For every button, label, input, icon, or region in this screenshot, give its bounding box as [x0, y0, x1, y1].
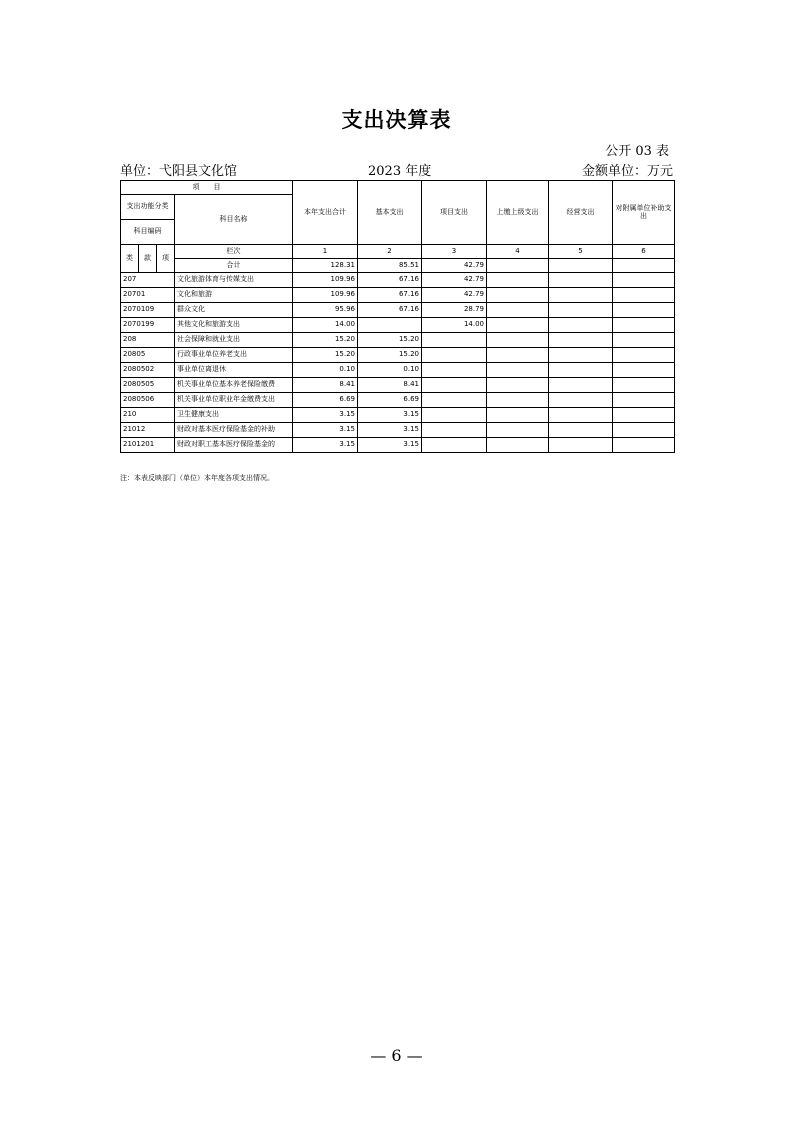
header-lei: 类 — [121, 245, 139, 273]
row-project — [422, 408, 487, 423]
row-operating — [549, 348, 613, 363]
row-subsidiary — [613, 273, 675, 288]
header-project-expenditure: 项目支出 — [422, 181, 487, 245]
row-upper — [487, 348, 549, 363]
header-row-project — [121, 181, 675, 195]
total-basic: 85.51 — [358, 259, 422, 273]
row-total: 109.96 — [293, 288, 358, 303]
row-subsidiary — [613, 438, 675, 453]
row-code: 2101201 — [121, 438, 175, 453]
row-total: 6.69 — [293, 393, 358, 408]
row-name: 机关事业单位职业年金缴费支出 — [175, 393, 293, 408]
row-total: 3.15 — [293, 408, 358, 423]
header-lanci: 栏次 — [175, 245, 293, 259]
table-row — [121, 288, 675, 303]
row-total: 3.15 — [293, 438, 358, 453]
total-label: 合计 — [175, 259, 293, 273]
row-code: 20805 — [121, 348, 175, 363]
row-upper — [487, 438, 549, 453]
row-basic: 6.69 — [358, 393, 422, 408]
row-basic: 67.16 — [358, 303, 422, 318]
row-operating — [549, 273, 613, 288]
table-row — [121, 318, 675, 333]
col-number-5: 5 — [549, 245, 613, 259]
row-subsidiary — [613, 303, 675, 318]
row-operating — [549, 318, 613, 333]
row-upper — [487, 288, 549, 303]
col-number-4: 4 — [487, 245, 549, 259]
header-func-class: 支出功能分类 — [121, 195, 175, 220]
header-operating: 经营支出 — [549, 181, 613, 245]
table-row — [121, 408, 675, 423]
header-kuan: 款 — [139, 245, 157, 273]
row-project: 28.79 — [422, 303, 487, 318]
row-project — [422, 333, 487, 348]
row-project: 14.00 — [422, 318, 487, 333]
meta-row — [120, 160, 673, 178]
row-operating — [549, 438, 613, 453]
row-basic: 3.15 — [358, 408, 422, 423]
table-note: 注：本表反映部门（单位）本年度各项支出情况。 — [120, 474, 274, 482]
row-operating — [549, 393, 613, 408]
row-basic — [358, 318, 422, 333]
row-name: 群众文化 — [175, 303, 293, 318]
table-row — [121, 393, 675, 408]
total-row — [121, 259, 675, 273]
money-unit-label: 金额单位：万元 — [581, 164, 673, 179]
row-name: 财政对基本医疗保险基金的补助 — [175, 423, 293, 438]
row-subsidiary — [613, 318, 675, 333]
table-row — [121, 348, 675, 363]
row-name: 财政对职工基本医疗保险基金的 — [175, 438, 293, 453]
total-upper — [487, 259, 549, 273]
row-name: 文化旅游体育与传媒支出 — [175, 273, 293, 288]
row-project — [422, 348, 487, 363]
row-operating — [549, 408, 613, 423]
row-operating — [549, 303, 613, 318]
row-project — [422, 438, 487, 453]
row-operating — [549, 378, 613, 393]
row-subsidiary — [613, 393, 675, 408]
row-total: 8.41 — [293, 378, 358, 393]
header-subject-code: 科目编码 — [121, 220, 175, 245]
row-total: 95.96 — [293, 303, 358, 318]
row-code: 20701 — [121, 288, 175, 303]
table-row — [121, 363, 675, 378]
row-code: 2070199 — [121, 318, 175, 333]
row-code: 207 — [121, 273, 175, 288]
row-code: 2080505 — [121, 378, 175, 393]
row-total: 0.10 — [293, 363, 358, 378]
table-row — [121, 333, 675, 348]
row-basic: 3.15 — [358, 438, 422, 453]
header-subject-name: 科目名称 — [175, 195, 293, 245]
row-total: 14.00 — [293, 318, 358, 333]
row-operating — [549, 423, 613, 438]
row-subsidiary — [613, 333, 675, 348]
row-upper — [487, 363, 549, 378]
col-number-1: 1 — [293, 245, 358, 259]
total-subsidiary — [613, 259, 675, 273]
row-subsidiary — [613, 288, 675, 303]
header-xiang: 项 — [157, 245, 175, 273]
table-row — [121, 273, 675, 288]
row-upper — [487, 333, 549, 348]
row-subsidiary — [613, 348, 675, 363]
table-row — [121, 423, 675, 438]
total-operating — [549, 259, 613, 273]
row-total: 109.96 — [293, 273, 358, 288]
row-basic: 15.20 — [358, 333, 422, 348]
row-total: 15.20 — [293, 348, 358, 363]
row-operating — [549, 363, 613, 378]
row-project — [422, 363, 487, 378]
row-name: 其他文化和旅游支出 — [175, 318, 293, 333]
row-project: 42.79 — [422, 288, 487, 303]
row-name: 行政事业单位养老支出 — [175, 348, 293, 363]
row-code: 210 — [121, 408, 175, 423]
row-code: 208 — [121, 333, 175, 348]
row-code: 2080502 — [121, 363, 175, 378]
col-number-3: 3 — [422, 245, 487, 259]
header-upper: 上缴上级支出 — [487, 181, 549, 245]
row-name: 事业单位离退休 — [175, 363, 293, 378]
row-name: 文化和旅游 — [175, 288, 293, 303]
row-name: 机关事业单位基本养老保险缴费 — [175, 378, 293, 393]
row-upper — [487, 378, 549, 393]
header-subsidiary: 对附属单位补助支出 — [613, 181, 675, 245]
row-project — [422, 423, 487, 438]
row-basic: 67.16 — [358, 288, 422, 303]
col-number-6: 6 — [613, 245, 675, 259]
row-subsidiary — [613, 408, 675, 423]
row-code: 2080506 — [121, 393, 175, 408]
row-project — [422, 378, 487, 393]
row-upper — [487, 318, 549, 333]
row-basic: 8.41 — [358, 378, 422, 393]
row-subsidiary — [613, 423, 675, 438]
row-total: 3.15 — [293, 423, 358, 438]
table-row — [121, 378, 675, 393]
header-row-lanci — [121, 245, 675, 259]
row-upper — [487, 303, 549, 318]
total-amount: 128.31 — [293, 259, 358, 273]
row-basic: 3.15 — [358, 423, 422, 438]
row-basic: 67.16 — [358, 273, 422, 288]
row-operating — [549, 288, 613, 303]
table-row — [121, 303, 675, 318]
row-project: 42.79 — [422, 273, 487, 288]
row-code: 21012 — [121, 423, 175, 438]
row-total: 15.20 — [293, 333, 358, 348]
header-basic: 基本支出 — [358, 181, 422, 245]
row-basic: 0.10 — [358, 363, 422, 378]
row-operating — [549, 333, 613, 348]
row-basic: 15.20 — [358, 348, 422, 363]
row-upper — [487, 393, 549, 408]
row-upper — [487, 408, 549, 423]
row-name: 社会保障和就业支出 — [175, 333, 293, 348]
row-code: 2070109 — [121, 303, 175, 318]
expenditure-table — [120, 180, 675, 453]
row-subsidiary — [613, 363, 675, 378]
total-project: 42.79 — [422, 259, 487, 273]
row-upper — [487, 423, 549, 438]
row-upper — [487, 273, 549, 288]
row-name: 卫生健康支出 — [175, 408, 293, 423]
page-number: — 6 — — [370, 1046, 423, 1065]
header-project: 项 目 — [121, 181, 293, 195]
col-number-2: 2 — [358, 245, 422, 259]
row-project — [422, 393, 487, 408]
header-total: 本年支出合计 — [293, 181, 358, 245]
table-row — [121, 438, 675, 453]
report-title: 支出决算表 — [341, 108, 452, 132]
year-label: 2023 年度 — [368, 164, 432, 179]
form-number: 公开 03 表 — [605, 144, 669, 159]
unit-label: 单位：弋阳县文化馆 — [120, 164, 238, 179]
row-subsidiary — [613, 378, 675, 393]
